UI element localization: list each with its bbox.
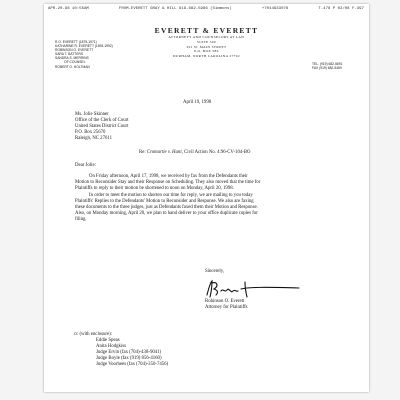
firm-name: EVERETT & EVERETT bbox=[154, 26, 259, 35]
of-counsel-name: ROBERT O. HOLTMAN bbox=[55, 64, 90, 69]
of-counsel-label: OF COUNSEL bbox=[64, 60, 86, 65]
cc-recipient: Eddie Speas bbox=[96, 338, 120, 343]
firm-city: DURHAM, NORTH CAROLINA 27702 bbox=[173, 53, 240, 58]
recipient-line: United States District Court bbox=[75, 124, 129, 130]
cc-list bbox=[96, 338, 168, 368]
cc-recipient: Judge Ervin (fax (704)-438-9041) bbox=[96, 350, 162, 356]
attorney-list bbox=[55, 40, 125, 69]
signer-name: Robinson O. Everett bbox=[205, 299, 245, 304]
recipient-line: Raleigh, NC 27611 bbox=[75, 136, 112, 142]
firm-pobox: P.O. BOX 586 bbox=[194, 49, 219, 53]
signature-block bbox=[205, 299, 248, 311]
body-line: On Friday afternoon, April 17, 1998, we received by fax from the Defendants their bbox=[89, 174, 248, 179]
recipient-line: Ms. Jolie Skinner bbox=[75, 112, 109, 117]
body-line: Plaintiffs to reply to their motion be shortened to noon on Monday, April 20, 1998. bbox=[75, 186, 234, 192]
body-line: In order to meet the motion to shorten our time for reply, we are mailing to you today bbox=[89, 193, 253, 198]
attorney-name: KATHARINE R. EVERETT (1893-1992) bbox=[55, 44, 113, 49]
firm-fax: FAX (919) 682-5469 bbox=[312, 66, 342, 71]
attorney-name: R.O. EVERETT (1879-1971) bbox=[55, 40, 97, 44]
recipient-address bbox=[75, 112, 129, 142]
fax-timestamp: APR-20-98 10:55AM bbox=[48, 7, 89, 11]
body-paragraph-2 bbox=[75, 193, 258, 223]
cc-recipient: Judge Boyle (fax (919) 856-4160) bbox=[96, 356, 162, 362]
firm-contact bbox=[312, 62, 342, 70]
firm-phone: TEL. (919) 682-5691 bbox=[312, 62, 343, 66]
firm-suite: SUITE 300 bbox=[196, 40, 217, 44]
letter-date: April 19, 1998 bbox=[183, 100, 212, 105]
attorney-name: SARA T. BATTERS bbox=[55, 52, 84, 57]
cc-recipient: Anita Hodgkiss bbox=[96, 344, 126, 350]
signer-title: Attorney for Plaintiffs bbox=[205, 305, 248, 311]
signature-image bbox=[205, 279, 301, 299]
letter-page bbox=[44, 4, 369, 392]
re-case-name: Cromartie v. Hunt bbox=[146, 150, 182, 155]
firm-subtitle: ATTORNEYS AND COUNSELORS AT LAW bbox=[168, 35, 245, 39]
recipient-line: Office of the Clerk of Court bbox=[75, 118, 129, 124]
re-line bbox=[139, 150, 251, 156]
attorney-name: ROBINSON O. EVERETT bbox=[55, 48, 94, 53]
fax-number: +7044933076 bbox=[261, 7, 289, 11]
re-case-number: , Civil Action No. 4:96-CV-104-BO bbox=[181, 150, 251, 155]
body-paragraph-1 bbox=[75, 174, 260, 192]
body-line: filing. bbox=[75, 217, 87, 223]
body-line: Motion to Reconsider Stay and their Response on Scheduling. They also moved that the time for bbox=[75, 180, 261, 186]
cc-label: cc (with enclosure): bbox=[74, 332, 113, 337]
fax-page-info: T-478 P 02/08 F-397 bbox=[318, 7, 364, 11]
body-line: Plaintiffs' Replies to the Defendants' Motion to Reconsider and Response. We also are faxing bbox=[75, 199, 254, 205]
firm-street: 301 W. MAIN STREET bbox=[186, 44, 227, 49]
fax-transmission-header bbox=[48, 7, 364, 11]
body-line: Also, on Monday morning, April 20, we plan to hand deliver to your office duplicate copies for bbox=[75, 211, 258, 217]
cc-recipient: Judge Voorhees (fax (704)-350-7456) bbox=[96, 362, 169, 368]
salutation: Dear Jolie: bbox=[75, 163, 96, 168]
body-line: these documents to the three judges, just as Defendants faxed them their Motion and Response. bbox=[75, 205, 258, 211]
fax-sender: FROM-EVERETT GRAY & HILL 919-682-5986 (Simmons) bbox=[118, 7, 232, 11]
closing: Sincerely, bbox=[205, 269, 225, 274]
re-label: Re: bbox=[139, 150, 146, 155]
attorney-name: SANDRA S. MERRINS bbox=[55, 56, 89, 61]
recipient-line: P.O. Box 25670 bbox=[75, 130, 106, 136]
